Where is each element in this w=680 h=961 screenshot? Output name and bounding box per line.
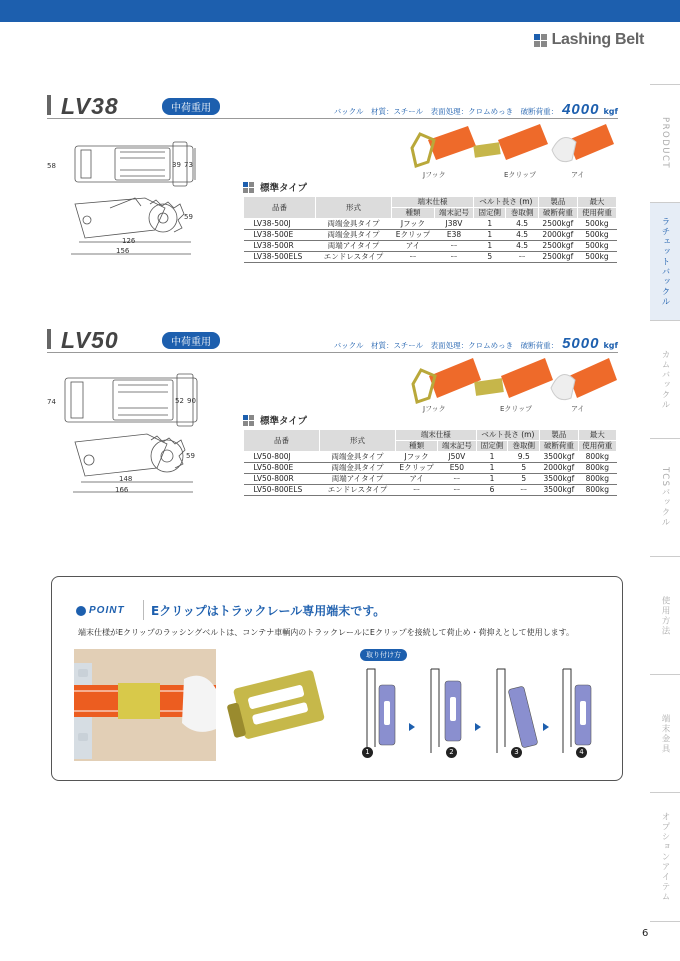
side-tab-cam[interactable]: カムバックル xyxy=(650,320,680,438)
lv50-label-eclip: Eクリップ xyxy=(500,405,533,413)
page-number: 6 xyxy=(642,928,649,939)
brand-title: Lashing Belt xyxy=(551,31,644,48)
lv50-section xyxy=(47,329,618,353)
lv50-model-name: LV50 xyxy=(61,327,119,353)
point-description: 端末仕様がEクリップのラッシングベルトは、コンテナ車輌内のトラックレールにEクリップを接続して荷止め・荷抑えとして使用します。 xyxy=(78,628,574,637)
lv38-label-eclip: Eクリップ xyxy=(504,171,537,179)
lv50-label-jhook: Jフック xyxy=(423,405,446,413)
lv50-spec-table: 品番 形式 端末仕様 ベルト長さ (m) 製品 最大 種類 端末記号 固定側 巻取側 破断荷重 使用荷重 LV50-800J 両端金具タイプ Jフック J50V 1 9.5 3500kgf 800kg LV50-800E 両端金具タイプ Eクリップ E50 1 5 2000kgf 800kg LV50-800R 両端アイタイプ アイ ー 1 5 3500kgf 800kg LV50-800ELS エンドレスタイプ ー ー 6 ー 3500kgf 800kg xyxy=(243,429,617,496)
lv38-model-name: LV38 xyxy=(61,93,119,119)
table-row: LV38-500J 両端金具タイプ Jフック J38V 1 4.5 2500kgf 500kg xyxy=(244,219,617,230)
top-bar xyxy=(0,0,680,22)
point-logo: POINT xyxy=(76,605,125,616)
lv38-section xyxy=(47,95,618,119)
side-tabs xyxy=(650,84,680,922)
point-box xyxy=(51,576,623,781)
table-row: LV50-800E 両端金具タイプ Eクリップ E50 1 5 2000kgf 800kg xyxy=(244,463,617,474)
lv38-technical-drawing xyxy=(55,138,205,268)
lv38-dim-39: 39 xyxy=(172,161,181,169)
side-tab-ratchet[interactable]: ラチェットバックル xyxy=(650,202,680,320)
lv38-spec-line: バックル 材質：スチール 表面処理：クロムめっき 破断荷重： 4000 kgf xyxy=(333,101,618,118)
lv38-spec-table: 品番 形式 端末仕様 ベルト長さ (m) 製品 最大 種類 端末記号 固定側 巻取側 破断荷重 使用荷重 LV38-500J 両端金具タイプ Jフック J38V 1 4.5 2500kgf 500kg LV38-500E 両端金具タイプ Eクリップ E38 1 4.5 2000kgf 500kg LV38-500R 両端アイタイプ アイ ー 1 4.5 2500kgf 500kg LV38-500ELS エンドレスタイプ ー ー 5 ー 2500kgf 500kg xyxy=(243,196,617,263)
lv50-dim-148: 148 xyxy=(119,475,133,483)
lv50-strength: 5000 xyxy=(562,335,600,352)
brand-icon xyxy=(534,34,547,47)
lv38-label-jhook: Jフック xyxy=(423,171,446,179)
lv38-dim-126: 126 xyxy=(122,237,136,245)
lv50-spec-line: バックル 材質：スチール 表面処理：クロムめっき 破断荷重： 5000 kgf xyxy=(333,335,618,352)
lv38-std-icon xyxy=(243,182,254,193)
lv50-standard-title: 標準タイプ xyxy=(243,413,307,427)
lv50-dim-90: 90 xyxy=(187,397,196,405)
table-row: LV38-500R 両端アイタイプ アイ ー 1 4.5 2500kgf 500kg xyxy=(244,241,617,252)
table-row: LV50-800R 両端アイタイプ アイ ー 1 5 3500kgf 800kg xyxy=(244,474,617,485)
lv50-dim-74: 74 xyxy=(47,398,56,406)
point-icon xyxy=(76,606,86,616)
side-tab-usage[interactable]: 使用方法 xyxy=(650,556,680,674)
step-1-marker: 1 xyxy=(362,747,373,758)
eclip-photo xyxy=(222,649,332,761)
lv50-dim-59: 59 xyxy=(186,452,195,460)
point-title: Eクリップはトラックレール専用端末です。 xyxy=(151,604,386,618)
step-4-marker: 4 xyxy=(576,747,587,758)
lv50-header xyxy=(47,329,618,353)
lv38-badge: 中荷重用 xyxy=(162,98,220,115)
lv38-dim-58: 58 xyxy=(47,162,56,170)
howto-badge: 取り付け方 xyxy=(360,649,407,661)
lv38-dim-59: 59 xyxy=(184,213,193,221)
lv50-dim-166: 166 xyxy=(115,486,129,494)
lv38-dim-73: 73 xyxy=(184,161,193,169)
lv50-badge: 中荷重用 xyxy=(162,332,220,349)
rail-photo xyxy=(74,649,216,761)
lv38-dim-156: 156 xyxy=(116,247,130,255)
lv50-std-icon xyxy=(243,415,254,426)
table-row: LV38-500E 両端金具タイプ Eクリップ E38 1 4.5 2000kgf 500kg xyxy=(244,230,617,241)
lv38-standard-title: 標準タイプ xyxy=(243,180,307,194)
step-2-marker: 2 xyxy=(446,747,457,758)
lv50-dim-52: 52 xyxy=(175,397,184,405)
table-row: LV50-800J 両端金具タイプ Jフック J50V 1 9.5 3500kgf 800kg xyxy=(244,452,617,463)
lv38-strength: 4000 xyxy=(562,101,600,118)
side-tab-product[interactable]: PRODUCT xyxy=(650,84,680,202)
table-row: LV38-500ELS エンドレスタイプ ー ー 5 ー 2500kgf 500kg xyxy=(244,252,617,263)
lv38-label-eye: アイ xyxy=(571,171,585,179)
lv38-header xyxy=(47,95,618,119)
install-steps-diagram xyxy=(357,663,597,759)
side-tab-fittings[interactable]: 端末金具 xyxy=(650,674,680,792)
brand xyxy=(534,31,644,49)
side-tab-options[interactable]: オプションアイテム xyxy=(650,792,680,922)
step-3-marker: 3 xyxy=(511,747,522,758)
side-tab-tcs[interactable]: TCSバックル xyxy=(650,438,680,556)
lv50-label-eye: アイ xyxy=(571,405,585,413)
table-row: LV50-800ELS エンドレスタイプ ー ー 6 ー 3500kgf 800kg xyxy=(244,485,617,496)
